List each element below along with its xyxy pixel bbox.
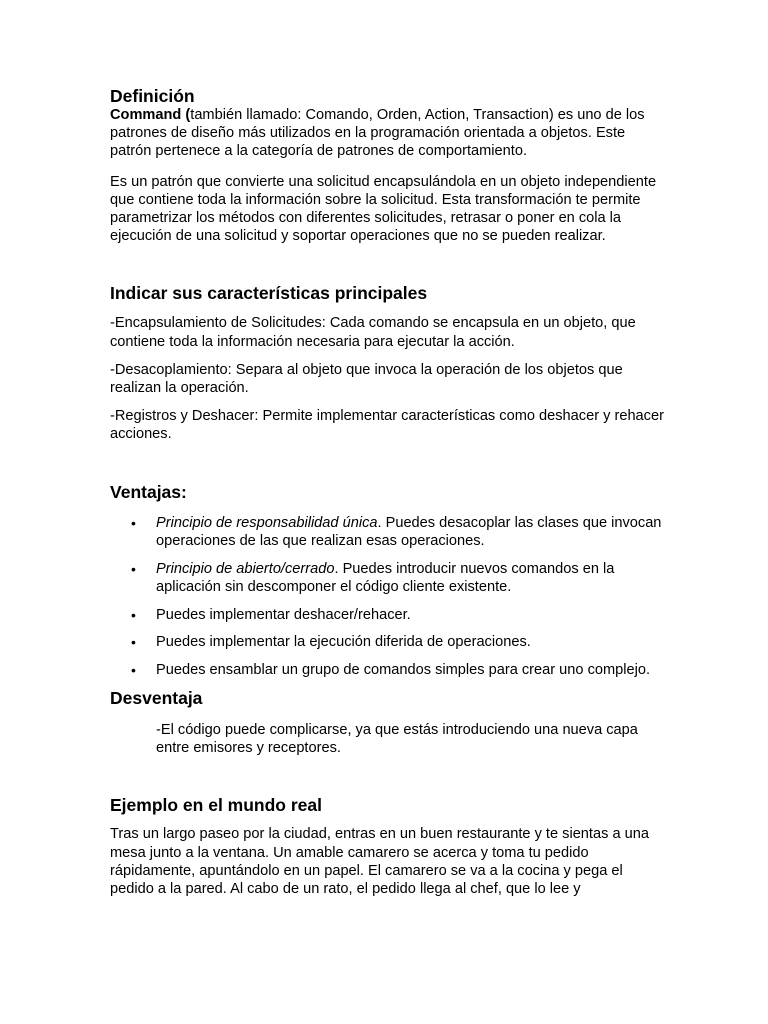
- bullet-icon: •: [131, 634, 136, 651]
- bullet-icon: •: [131, 606, 136, 623]
- bullet-icon: •: [131, 514, 136, 531]
- list-item: [110, 560, 670, 596]
- desventaja-heading: Desventaja: [110, 688, 203, 709]
- definicion-paragraph-1-rest: también llamado: Comando, Orden, Action, Transaction) es uno de los patrones de diseño más utilizados en la programación orientada a objetos. Este patrón pertenece a la categoría de patrones de comportamiento.: [110, 107, 645, 160]
- ventaja-text: . Puedes introducir nuevos comandos en la aplicación sin descomponer el código cliente existente.: [156, 560, 615, 595]
- ventaja-text: Puedes ensamblar un grupo de comandos simples para crear uno complejo.: [156, 662, 651, 679]
- ventaja-text: Puedes implementar deshacer/rehacer.: [156, 606, 411, 623]
- ventajas-heading: Ventajas:: [110, 481, 187, 502]
- command-bold: Command (: [110, 107, 191, 123]
- ventaja-text: Puedes implementar la ejecución diferida de operaciones.: [156, 634, 531, 651]
- definicion-heading: Definición: [110, 86, 195, 106]
- ventaja-principle: Principio de abierto/cerrado: [156, 560, 335, 577]
- definicion-paragraph-2: Es un patrón que convierte una solicitud encapsulándola en un objeto independiente que contiene toda la información sobre la solicitud. Esta transformación te permite parametrizar los métodos con diferentes solicitudes, retrasar o poner en cola la ejecución de una solicitud y soportar operaciones que no se pueden realizar.: [110, 173, 657, 245]
- caracteristica-item: -Desacoplamiento: Separa al objeto que invoca la operación de los objetos que realizan la operación.: [110, 361, 623, 397]
- bullet-icon: •: [131, 560, 136, 577]
- list-item: [110, 633, 670, 651]
- caracteristicas-heading: Indicar sus características principales: [110, 283, 428, 304]
- ventajas-list: [110, 514, 670, 680]
- caracteristica-item: -Encapsulamiento de Solicitudes: Cada comando se encapsula en un objeto, que contiene toda la información necesaria para ejecutar la acción.: [110, 315, 636, 350]
- list-item: [110, 661, 670, 679]
- ventaja-principle: Principio de responsabilidad única: [156, 514, 378, 531]
- ejemplo-text: Tras un largo paseo por la ciudad, entras en un buen restaurante y te sientas a una mesa junto a la ventana. Un amable camarero se acerca y toma tu pedido rápidamente, apuntándolo en un papel. El camarero se va a la cocina y pega el pedido a la pared. Al cabo de un rato, el pedido llega al chef, que lo lee y: [110, 826, 649, 898]
- document-content: [110, 86, 670, 898]
- ejemplo-heading: Ejemplo en el mundo real: [110, 795, 322, 816]
- list-item: [110, 606, 670, 624]
- definicion-paragraph-1: [110, 106, 670, 161]
- caracteristica-item: -Registros y Deshacer: Permite implementar características como deshacer y rehacer acciones.: [110, 408, 664, 443]
- desventaja-text: -El código puede complicarse, ya que estás introduciendo una nueva capa entre emisores y receptores.: [156, 722, 638, 757]
- ventaja-text: . Puedes desacoplar las clases que invocan operaciones de las que realizan esas operaciones.: [156, 514, 662, 549]
- bullet-icon: •: [131, 662, 136, 679]
- list-item: [110, 514, 670, 550]
